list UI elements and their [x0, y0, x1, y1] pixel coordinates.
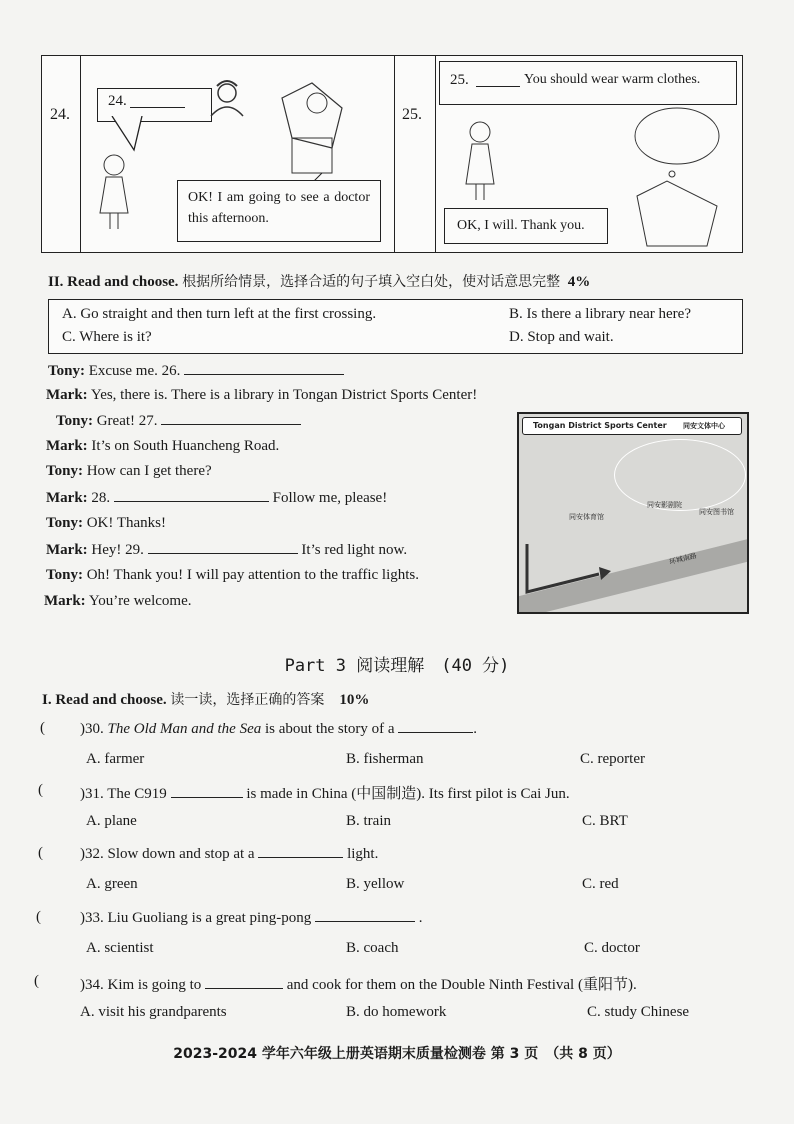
speaker: Mark:	[46, 542, 88, 558]
q24-bubble-text: 24.	[108, 93, 127, 109]
choice-option[interactable]: B. do homework	[346, 1004, 447, 1020]
answer-paren[interactable]: (	[38, 845, 43, 861]
line-text: Hey! 29.	[91, 542, 144, 558]
option-b: B. Is there a library near here?	[509, 306, 691, 322]
answer-blank[interactable]	[315, 909, 415, 922]
dialogue-line	[46, 463, 212, 480]
answer-paren[interactable]: (	[36, 909, 41, 925]
answer-paren[interactable]: (	[40, 720, 45, 736]
map-library-label: 同安图书馆	[699, 508, 734, 516]
answer-paren[interactable]: (	[34, 973, 39, 989]
map-cinema-label: 同安影剧院	[647, 501, 682, 509]
choice-option[interactable]: A. plane	[86, 813, 137, 829]
page-footer: 2023-2024 学年六年级上册英语期末质量检测卷 第 3 页 （共 8 页）	[173, 1046, 621, 1062]
answer-blank[interactable]	[258, 845, 343, 858]
option-c: C. Where is it?	[62, 329, 152, 345]
question-text: is about the story of a	[261, 721, 395, 737]
speaker: Mark:	[44, 593, 86, 609]
map-title-en: Tongan District Sports Center	[533, 421, 667, 430]
speaker: Tony:	[48, 363, 85, 379]
map-road-label: 环城南路	[668, 551, 698, 567]
choice-option[interactable]: C. BRT	[582, 813, 628, 829]
question-text: light.	[347, 846, 379, 862]
route-arrow-icon	[519, 524, 619, 594]
dialogue-line	[46, 515, 166, 532]
line-text: You’re welcome.	[88, 593, 192, 609]
map-gym-label: 同安体育馆	[569, 513, 604, 521]
bubble-tail	[102, 116, 162, 156]
choice-option[interactable]: B. coach	[346, 940, 399, 956]
options-box	[48, 299, 743, 354]
question-end: .	[473, 721, 478, 737]
map-image	[517, 412, 749, 614]
question	[80, 782, 570, 803]
question-text: )32. Slow down and stop at a	[80, 846, 255, 862]
question	[80, 720, 477, 738]
question-text: and cook for them on the Double Ninth Festival (重阳节).	[286, 977, 637, 993]
option-d: D. Stop and wait.	[509, 329, 614, 345]
map-title-zh: 同安文体中心	[683, 422, 725, 430]
choice-option[interactable]: C. doctor	[584, 940, 640, 956]
dialogue-line	[46, 489, 387, 507]
answer-blank[interactable]	[148, 541, 298, 554]
choice-option[interactable]: B. train	[346, 813, 391, 829]
line-text: How can I get there?	[86, 463, 212, 479]
speaker: Tony:	[46, 567, 83, 583]
line-text: 28.	[91, 490, 111, 506]
line-text: OK! Thanks!	[86, 515, 167, 531]
q25-bubble-text: You should wear warm clothes.	[524, 72, 701, 87]
sick-person-in-bed-icon	[272, 78, 372, 188]
answer-blank[interactable]	[184, 362, 344, 375]
choice-option[interactable]: A. visit his grandparents	[80, 1004, 227, 1020]
line-text: Oh! Thank you! I will pay attention to the traffic lights.	[86, 567, 420, 583]
answer-blank[interactable]	[398, 720, 473, 733]
line-text-after: Follow me, please!	[272, 490, 388, 506]
q25-bubble-number: 25.	[450, 72, 469, 88]
answer-blank[interactable]	[205, 976, 283, 989]
choice-option[interactable]: A. farmer	[86, 751, 145, 767]
answer-blank[interactable]	[171, 785, 243, 798]
question-text: )34. Kim is going to	[80, 977, 202, 993]
speaker: Mark:	[46, 387, 88, 403]
choice-option[interactable]: C. reporter	[580, 751, 645, 767]
speaker: Tony:	[56, 413, 93, 429]
section2-heading: II. Read and choose. 根据所给情景，选择合适的句子填入空白处，使对话意思完整 4%	[48, 274, 591, 290]
part3-heading: I. Read and choose. 读一读，选择正确的答案 10%	[42, 692, 370, 708]
question-text: )31. The C919	[80, 786, 167, 802]
map-title	[522, 417, 742, 435]
q25-reply-bubble: OK, I will. Thank you.	[444, 208, 608, 244]
q24-reply-bubble: OK! I am going to see a doctor this afternoon.	[177, 180, 381, 242]
question-text: )30.	[80, 721, 108, 737]
q25-speech-bubble	[439, 61, 737, 105]
choice-option[interactable]: A. scientist	[86, 940, 154, 956]
line-text: It’s on South Huancheng Road.	[91, 438, 280, 454]
option-a: A. Go straight and then turn left at the first crossing.	[62, 306, 377, 322]
line-text: Excuse me. 26.	[88, 363, 181, 379]
speaker: Tony:	[46, 463, 83, 479]
question	[80, 909, 422, 927]
nurse-icon	[207, 78, 247, 118]
question-end: .	[418, 910, 423, 926]
dialogue-line	[56, 412, 301, 430]
part3-title: Part 3 阅读理解 (40 分)	[284, 656, 510, 676]
book-title: The Old Man and the Sea	[107, 721, 262, 737]
answer-blank[interactable]	[114, 489, 269, 502]
question	[80, 973, 637, 994]
question-text: is made in China (中国制造). Its first pilot is Cai Jun.	[246, 786, 570, 802]
speaker: Tony:	[46, 515, 83, 531]
speaker: Mark:	[46, 438, 88, 454]
choice-option[interactable]: B. fisherman	[346, 751, 424, 767]
choice-option[interactable]: C. red	[582, 876, 619, 892]
dialogue-line	[46, 387, 477, 404]
choice-option[interactable]: A. green	[86, 876, 138, 892]
answer-blank[interactable]	[161, 412, 301, 425]
dialogue-line	[46, 438, 279, 455]
line-text: Yes, there is. There is a library in Tongan District Sports Center!	[90, 387, 478, 403]
dialogue-line	[46, 541, 407, 559]
q25-number: 25.	[402, 106, 422, 123]
q24-number: 24.	[50, 106, 70, 123]
speaker: Mark:	[46, 490, 88, 506]
girl-figure-icon	[460, 118, 500, 213]
answer-paren[interactable]: (	[38, 782, 43, 798]
choice-option[interactable]: C. study Chinese	[587, 1004, 690, 1020]
choice-option[interactable]: B. yellow	[346, 876, 405, 892]
thought-bubble-sick-person-icon	[617, 106, 737, 251]
question	[80, 845, 378, 863]
line-text: Great! 27.	[96, 413, 158, 429]
line-text-after: It’s red light now.	[301, 542, 408, 558]
picture-table	[41, 55, 743, 253]
dialogue-line	[46, 567, 419, 584]
question-text: )33. Liu Guoliang is a great ping-pong	[80, 910, 312, 926]
dialogue-line	[44, 593, 191, 610]
girl-figure-icon	[94, 151, 134, 236]
dialogue-line	[48, 362, 344, 380]
